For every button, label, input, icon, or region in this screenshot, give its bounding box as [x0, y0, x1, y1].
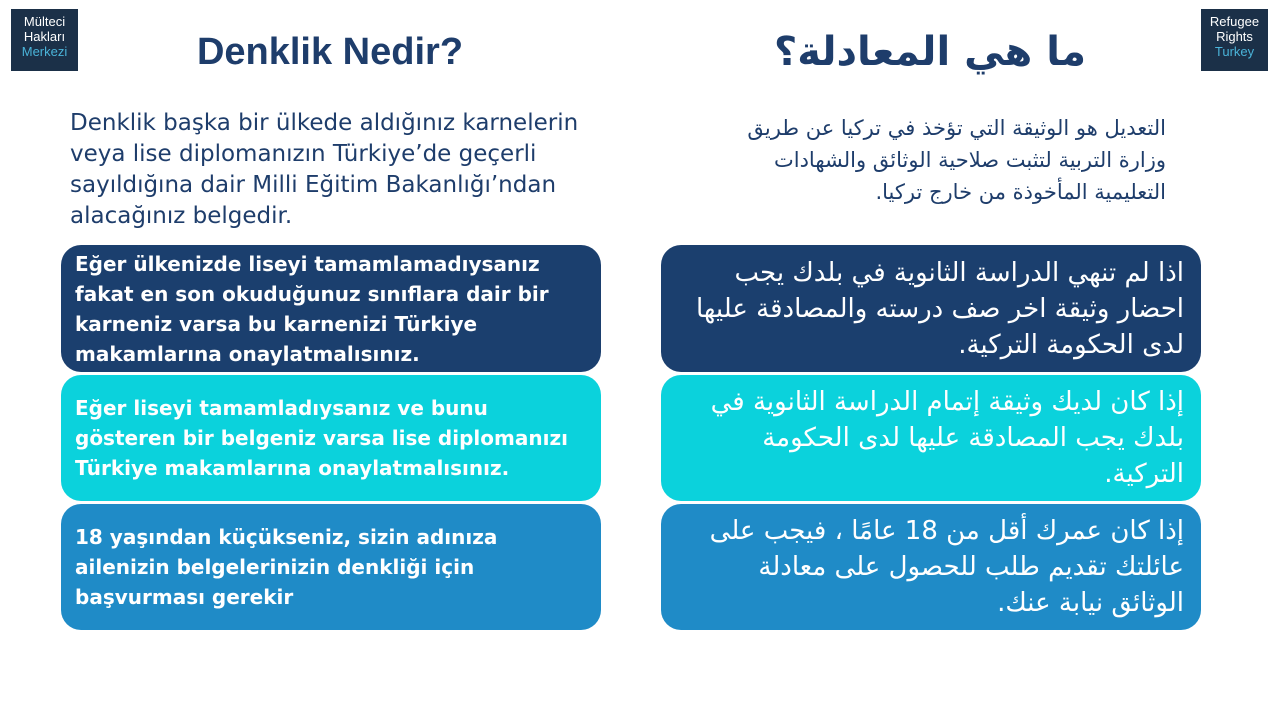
arabic-info-box-1-text: اذا لم تنهي الدراسة الثانوية في بلدك يجب احضار وثيقة اخر صف درسته والمصادقة عليها لدى الحكومة التركية. — [696, 257, 1184, 360]
logo-left-line1: Mülteci — [23, 14, 66, 29]
logo-refugee-rights-turkey — [1201, 9, 1268, 71]
turkish-info-box-3 — [61, 504, 601, 630]
logo-right-line1: Refugee — [1209, 14, 1260, 29]
turkish-info-box-3-text: 18 yaşından küçükseniz, sizin adınıza ailenizin belgelerinizin denkliği için başvurması gerekir — [75, 525, 498, 609]
turkish-info-box-2 — [61, 375, 601, 501]
logo-left-line3: Merkezi — [21, 44, 68, 59]
turkish-info-box-2-text: Eğer liseyi tamamladıysanız ve bunu gösteren bir belgeniz varsa lise diplomanızı Türkiye makamlarına onaylatmalısınız. — [75, 396, 568, 480]
logo-right-line3: Turkey — [1214, 44, 1255, 59]
arabic-intro-text: التعديل هو الوثيقة التي تؤخذ في تركيا عن طريق وزارة التربية لتثبت صلاحية الوثائق والشهادات التعليمية المأخوذة من خارج تركيا. — [747, 116, 1166, 204]
arabic-info-box-3-text: إذا كان عمرك أقل من 18 عامًا ، فيجب على عائلتك تقديم طلب للحصول على معادلة الوثائق نيابة عنك. — [709, 516, 1184, 618]
logo-left-line2: Hakları — [23, 29, 66, 44]
turkish-intro-text: Denklik başka bir ülkede aldığınız karnelerin veya lise diplomanızın Türkiye’de geçerli sayıldığına dair Milli Eğitim Bakanlığı’ndan alacağınız belgedir. — [70, 110, 579, 229]
arabic-info-box-2-text: إذا كان لديك وثيقة إتمام الدراسة الثانوية في بلدك يجب المصادقة عليها لدى الحكومة التركية. — [710, 387, 1184, 489]
logo-right-line2: Rights — [1216, 29, 1253, 44]
arabic-info-box-1 — [661, 245, 1201, 372]
turkish-info-box-1 — [61, 245, 601, 372]
arabic-info-box-3 — [661, 504, 1201, 630]
turkish-title: Denklik Nedir? — [196, 31, 464, 73]
arabic-title: ما هي المعادلة؟ — [774, 29, 1086, 75]
arabic-info-box-2 — [661, 375, 1201, 501]
turkish-info-box-1-text: Eğer ülkenizde liseyi tamamlamadıysanız fakat en son okuduğunuz sınıflara dair bir karneniz varsa bu karnenizi Türkiye makamlarına onaylatmalısınız. — [75, 251, 549, 366]
